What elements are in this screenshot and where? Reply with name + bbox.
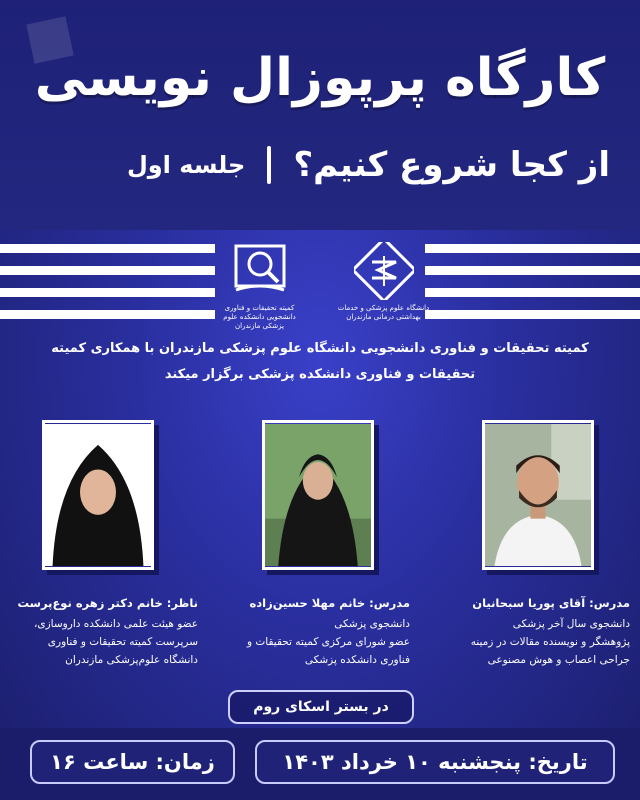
woman-portrait-icon [265,423,371,567]
stripes-left [0,244,215,324]
presenter-1-info [440,594,630,669]
university-emblem-icon [354,242,414,300]
presenter-2-line-3: فناوری دانشکده پزشکی [304,654,410,666]
intro-line-2: تحقیقات و فناوری دانشکده پزشکی برگزار میکند [164,367,476,382]
subtitle-row [30,140,610,190]
man-portrait-icon [485,423,591,567]
supervisor-name: ناظر: خانم دکتر زهره نوع‌پرست [17,596,198,610]
supervisor-line-3: دانشگاه علوم‌پزشکی مازندران [65,654,198,666]
presenter-2-name: مدرس: خانم مهلا حسین‌زاده [249,596,410,610]
stripes-right [425,244,640,324]
intro-line-1: کمیته تحقیقات و فناوری دانشجویی دانشگاه علوم پزشکی مازندران با همکاری کمیته [51,341,589,356]
presenter-2-line-1: دانشجوی پزشکی [334,618,410,630]
subtitle: از کجا شروع کنیم؟ [293,145,610,185]
photo-zohreh [42,420,154,570]
presenter-1-name: مدرس: آقای پوریا سبحانیان [472,596,630,610]
woman-portrait-icon [45,423,151,567]
supervisor-line-2: سرپرست کمیته تحقیقات و فناوری [47,636,198,648]
presenter-1-line-3: جراحی اعصاب و هوش مصنوعی [487,654,630,666]
presenter-2-line-2: عضو شورای مرکزی کمیته تحقیقات و [246,636,410,648]
university-logo [336,242,431,322]
header-band [0,0,640,230]
presenter-1-line-1: دانشجوی سال آخر پزشکی [512,618,630,630]
photo-mahla [262,420,374,570]
divider [267,146,271,184]
session-label: جلسه اول [126,151,246,179]
photo-pouria [482,420,594,570]
presenter-1-line-2: پژوهشگر و نویسنده مقالات در زمینه [470,636,630,648]
logo-caption-right: دانشگاه علوم پزشکی و خدمات بهداشتی درمانی مازندران [337,304,430,321]
logo-caption-left: کمیته تحقیقات و فناوری دانشجویی دانشکده علوم پزشکی مازندران [223,304,296,330]
time-box: زمان: ساعت ۱۶ [30,740,235,784]
supervisor-info [8,594,198,669]
book-magnifier-icon [230,242,290,300]
research-committee-logo [212,242,307,331]
intro-text [40,336,600,388]
presenter-2-info [220,594,410,669]
page-title: کارگاه پرپوزال نویسی [34,48,606,108]
supervisor-line-1: عضو هیئت علمی دانشکده داروسازی، [34,618,198,630]
platform-badge: در بستر اسکای روم [228,690,414,724]
date-box: تاریخ: پنجشنبه ۱۰ خرداد ۱۴۰۳ [255,740,615,784]
